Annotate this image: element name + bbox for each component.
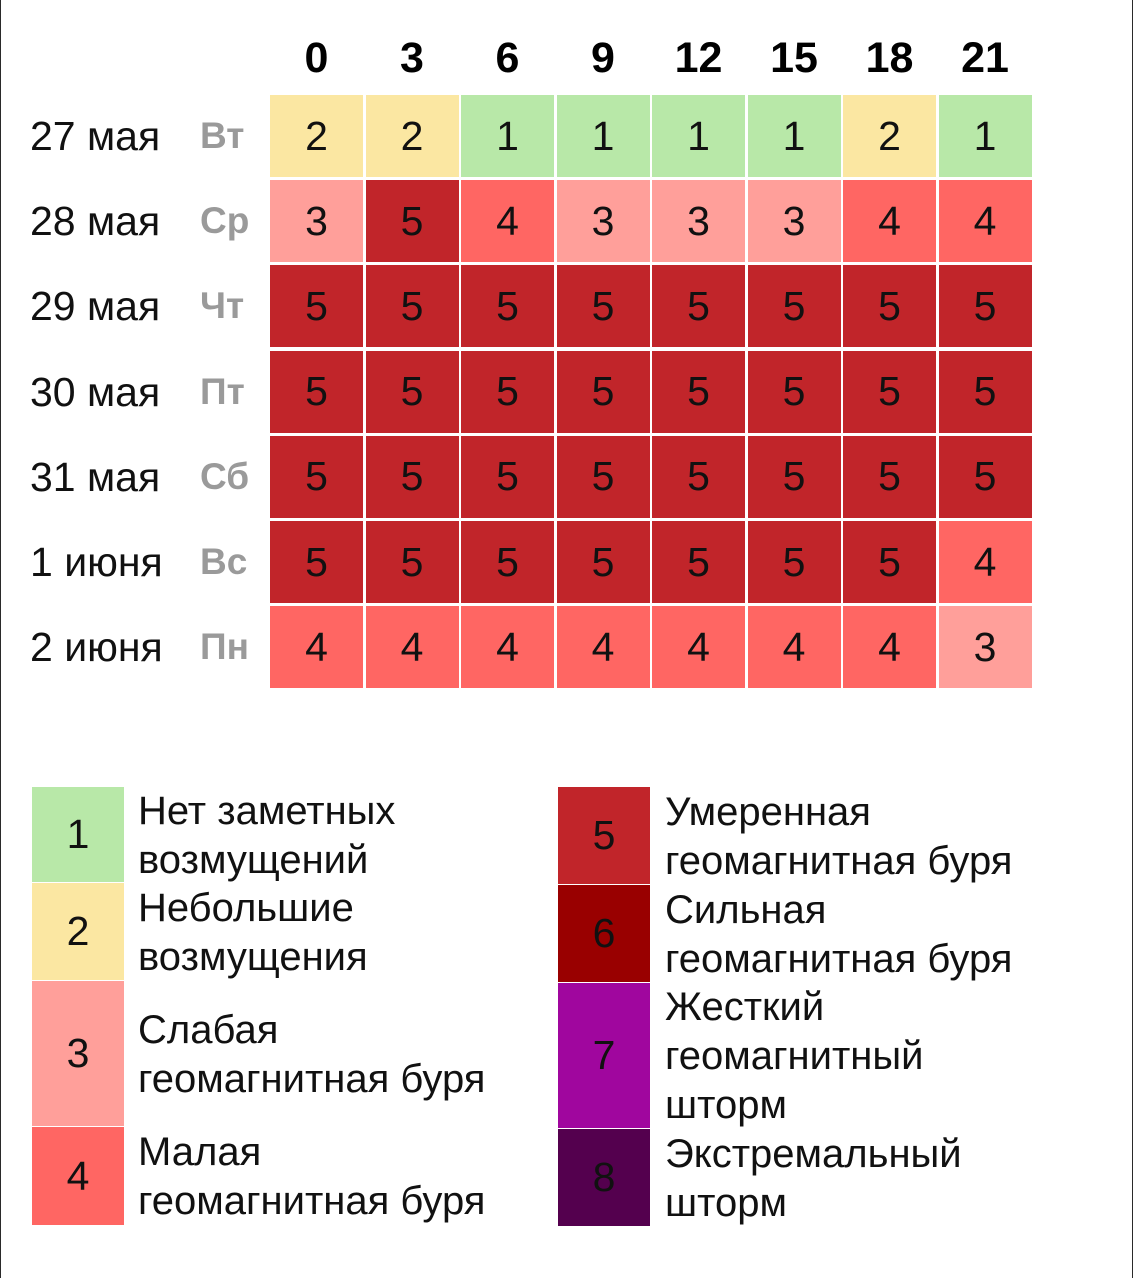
heatmap-cell: 5: [270, 436, 363, 518]
legend-swatch: 7: [558, 983, 650, 1128]
heatmap-cell: 5: [270, 351, 363, 433]
heatmap-cell: 4: [270, 606, 363, 688]
heatmap-cell: 4: [461, 606, 554, 688]
row-date-label: 30 мая: [30, 368, 161, 415]
row-date-label: 1 июня: [30, 539, 163, 585]
heatmap-cell: 5: [270, 265, 363, 347]
heatmap-cell: 3: [939, 606, 1032, 688]
heatmap-cell: 5: [939, 436, 1032, 518]
legend-label: Нет заметных возмущений: [138, 788, 396, 882]
legend-label: Умеренная геомагнитная буря: [665, 789, 1013, 883]
heatmap-cell: 5: [652, 265, 745, 347]
heatmap-cell: 5: [652, 351, 745, 433]
row-weekday-label: Вс: [200, 541, 248, 582]
heatmap-cell: 5: [843, 265, 936, 347]
heatmap-cell: 3: [748, 180, 841, 262]
heatmap-cell: 1: [939, 95, 1032, 177]
kp-legend: [0, 780, 1133, 1240]
row-weekday-label: Вт: [200, 115, 245, 156]
heatmap-cell: 5: [461, 436, 554, 518]
heatmap-cell: 5: [366, 521, 459, 603]
row-date-label: 2 июня: [30, 624, 163, 671]
heatmap-cell: 5: [939, 351, 1032, 433]
heatmap-cell: 5: [557, 351, 650, 433]
heatmap-cell: 5: [366, 351, 459, 433]
heatmap-cell: 4: [748, 606, 841, 688]
row-date-label: 28 мая: [30, 198, 161, 245]
heatmap-cell: 4: [939, 521, 1032, 603]
row-date-label: 29 мая: [30, 283, 161, 330]
heatmap-cell: 5: [461, 521, 554, 603]
heatmap-cell: 5: [843, 521, 936, 603]
heatmap-cell: 5: [748, 265, 841, 347]
row-weekday-label: Чт: [200, 285, 245, 327]
row-weekday-label: Ср: [200, 200, 250, 242]
heatmap-cell: 5: [461, 265, 554, 347]
heatmap-cell: 2: [843, 95, 936, 177]
heatmap-cell: 5: [843, 351, 936, 433]
heatmap-cell: 5: [748, 521, 841, 603]
legend-label: Экстремальный шторм: [665, 1131, 962, 1225]
legend-swatch: 3: [32, 981, 124, 1126]
hour-header: 18: [865, 34, 914, 82]
heatmap-cell: 3: [652, 180, 745, 262]
heatmap-cell: 5: [557, 521, 650, 603]
heatmap-cell: 3: [557, 180, 650, 262]
legend-label: Сильная геомагнитная буря: [665, 887, 1013, 981]
heatmap-cell: 4: [652, 606, 745, 688]
hour-header: 6: [495, 34, 520, 82]
heatmap-cell: 4: [366, 606, 459, 688]
hour-header: 15: [770, 34, 818, 82]
heatmap-cell: 4: [843, 180, 936, 262]
heatmap-cell: 4: [557, 606, 650, 688]
heatmap-cell: 5: [557, 265, 650, 347]
heatmap-cell: 5: [652, 521, 745, 603]
heatmap-cell: 5: [748, 436, 841, 518]
heatmap-cell: 1: [652, 95, 745, 177]
heatmap-cell: 5: [557, 436, 650, 518]
hour-header: 21: [961, 34, 1009, 82]
row-weekday-label: Сб: [200, 455, 250, 497]
heatmap-cell: 1: [461, 95, 554, 177]
heatmap-cell: 4: [461, 180, 554, 262]
heatmap-cell: 5: [270, 521, 363, 603]
hour-header: 0: [304, 34, 329, 82]
legend-swatch: 1: [32, 787, 124, 882]
legend-swatch: 4: [32, 1127, 124, 1225]
legend-label: Жесткий геомагнитный шторм: [665, 985, 924, 1127]
legend-swatch: 2: [32, 883, 124, 980]
heatmap-cell: 3: [270, 180, 363, 262]
heatmap-cell: 5: [939, 265, 1032, 347]
heatmap-cell: 5: [748, 351, 841, 433]
heatmap-cell: 2: [366, 95, 459, 177]
hour-header: 9: [591, 34, 615, 82]
heatmap-cell: 1: [748, 95, 841, 177]
heatmap-cell: 5: [366, 180, 459, 262]
heatmap-cell: 5: [652, 436, 745, 518]
heatmap-cell: 4: [843, 606, 936, 688]
row-weekday-label: Пн: [200, 626, 249, 668]
legend-swatch: 8: [558, 1129, 650, 1226]
legend-label: Малая геомагнитная буря: [138, 1130, 486, 1223]
legend-swatch: 6: [558, 885, 650, 982]
heatmap-cell: 5: [461, 351, 554, 433]
heatmap-cell: 1: [557, 95, 650, 177]
row-date-label: 27 мая: [30, 113, 161, 159]
heatmap-cell: 4: [939, 180, 1032, 262]
heatmap-cell: 5: [366, 265, 459, 347]
row-weekday-label: Пт: [200, 370, 245, 412]
heatmap-cell: 5: [843, 436, 936, 518]
heatmap-cell: 5: [366, 436, 459, 518]
hour-header: 12: [674, 34, 723, 82]
legend-label: Небольшие возмущения: [138, 885, 368, 979]
heatmap-cell: 2: [270, 95, 363, 177]
legend-label: Слабая геомагнитная буря: [138, 1007, 486, 1101]
hour-header: 3: [400, 34, 424, 82]
row-date-label: 31 мая: [30, 453, 161, 500]
legend-swatch: 5: [558, 787, 650, 884]
